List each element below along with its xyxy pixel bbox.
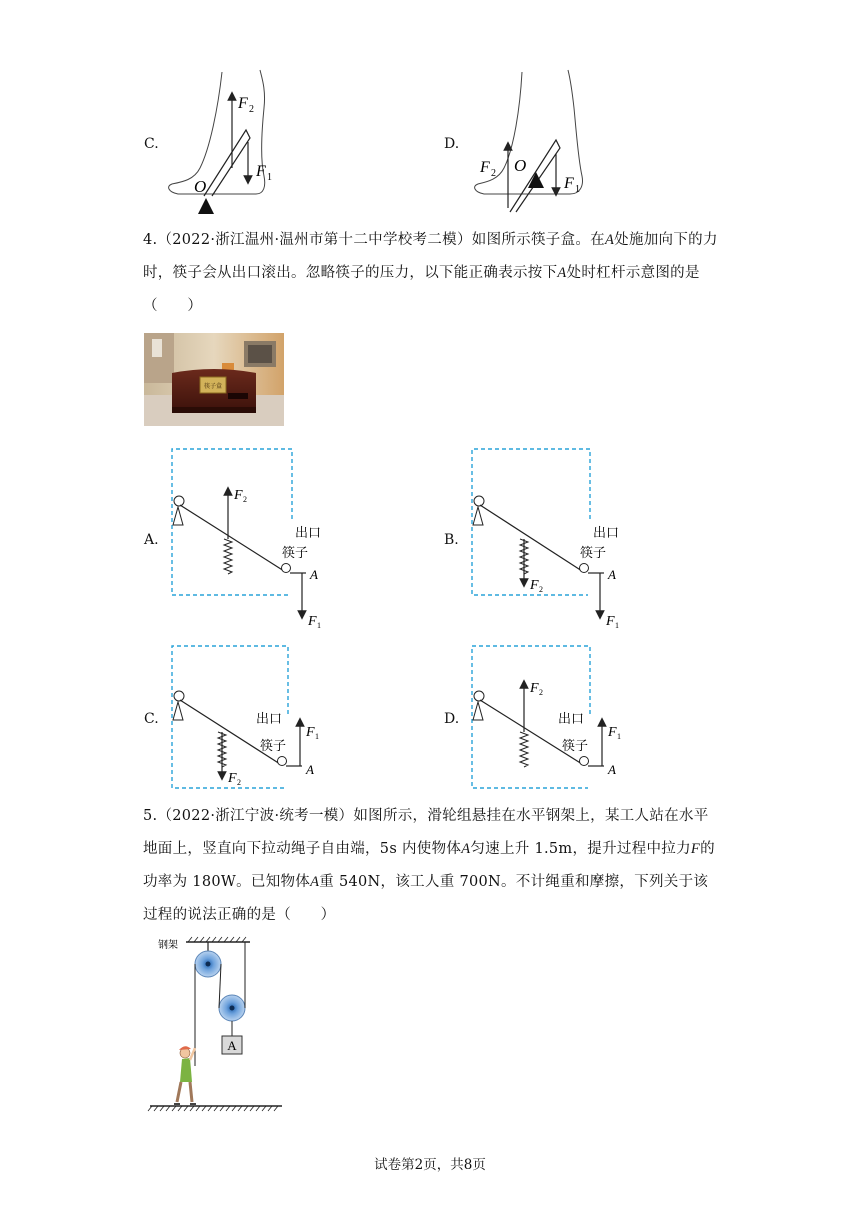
q4-option-d-letter: D. [444, 711, 460, 727]
lever-diagram-d [460, 640, 640, 800]
exit-label: 出口 [593, 525, 620, 540]
foot-lever-diagram-d [470, 68, 620, 218]
foot-lever-diagram-c [160, 68, 310, 218]
f1-label: F [608, 725, 617, 740]
f2-sub: 2 [243, 495, 247, 504]
question-4-text: 4.（2022·浙江温州·温州市第十二中学校考二模）如图所示筷子盒。在A处施加向下的力时，筷子会从出口滚出。忽略筷子的压力，以下能正确表示按下A处时杠杆示意图的是（ ） [143, 232, 718, 314]
lever-diagram-a [160, 445, 340, 635]
f2-sub: 2 [539, 585, 543, 594]
f2-label: F [480, 159, 490, 176]
exit-label: 出口 [558, 711, 585, 726]
point-a-label: A [608, 762, 616, 777]
f2-sub: 2 [539, 688, 543, 697]
chopstick-label: 筷子 [282, 545, 309, 560]
f1-label: F [256, 163, 266, 180]
f1-label: F [308, 614, 317, 629]
f2-sub: 2 [237, 778, 241, 787]
chopstick-label: 筷子 [562, 738, 589, 753]
steel-frame-label: 钢架 [158, 940, 178, 951]
f2-label: F [530, 681, 539, 696]
f2-label: F [238, 95, 248, 112]
exit-label: 出口 [256, 711, 283, 726]
f1-label: F [564, 175, 574, 192]
f1-sub: 1 [615, 621, 619, 630]
f1-sub: 1 [317, 621, 321, 630]
exit-label: 出口 [295, 525, 322, 540]
chopstick-box-photo [144, 333, 284, 426]
question-number: 5. [143, 808, 158, 824]
lever-diagram-b [460, 445, 640, 635]
point-a-label: A [608, 567, 616, 582]
option-c-letter: C. [144, 136, 159, 152]
f1-sub: 1 [315, 732, 319, 741]
pivot-label: O [194, 177, 207, 196]
pulley-system-diagram [146, 936, 296, 1132]
option-d-letter: D. [444, 136, 460, 152]
chopstick-label: 筷子 [260, 738, 287, 753]
question-5-text: 5.（2022·浙江宁波·统考一模）如图所示，滑轮组悬挂在水平钢架上，某工人站在水平地面上，竖直向下拉动绳子自由端，5s 内使物体A匀速上升 1.5m，提升过程中拉力F的功率为 180W。已知物体A重 540N，该工人重 700N。不计绳重和摩擦，下列关于该过程的说法正确的是（ ） [143, 808, 715, 923]
f2-label: F [234, 488, 243, 503]
q4-option-a-letter: A. [144, 532, 159, 548]
pivot-label: O [514, 156, 527, 175]
f2-label: F [228, 771, 237, 786]
point-a-label: A [306, 762, 314, 777]
question-number: 4. [143, 232, 158, 248]
f2-sub: 2 [249, 104, 254, 115]
f1-label: F [306, 725, 315, 740]
f1-sub: 1 [575, 184, 580, 195]
chopstick-label: 筷子 [580, 545, 607, 560]
q4-option-b-letter: B. [444, 532, 459, 548]
f1-label: F [606, 614, 615, 629]
q4-option-c-letter: C. [144, 711, 159, 727]
lever-diagram-c [160, 640, 340, 800]
point-a-label: A [310, 567, 318, 582]
question-source: （2022·浙江温州·温州市第十二中学校考二模） [157, 232, 472, 248]
photo-box-label: 筷子盒 [203, 384, 223, 390]
page-footer: 试卷第2页，共8页 [374, 1157, 486, 1173]
f2-label: F [530, 578, 539, 593]
f1-sub: 1 [617, 732, 621, 741]
f1-sub: 1 [267, 172, 272, 183]
f2-sub: 2 [491, 168, 496, 179]
object-a-label: A [227, 1038, 237, 1053]
question-source: （2022·浙江宁波·统考一模） [157, 808, 354, 824]
